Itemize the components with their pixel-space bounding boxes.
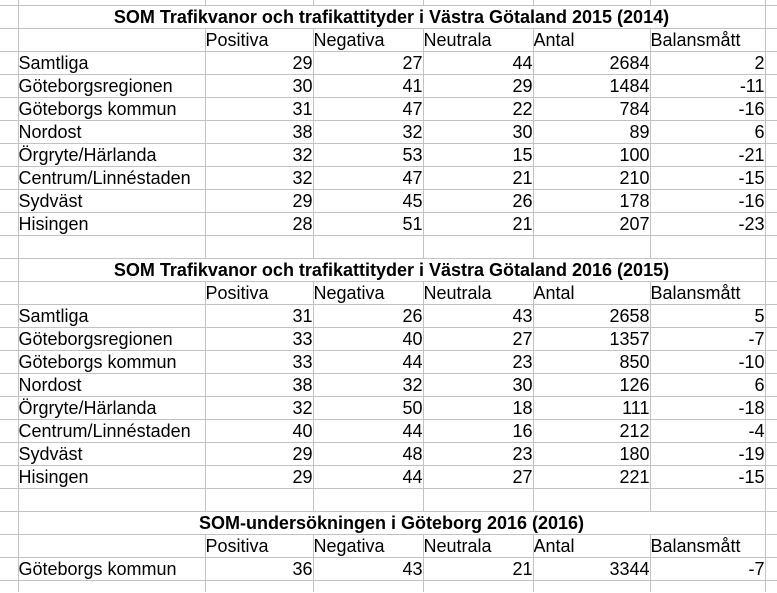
data-cell[interactable]: 38 xyxy=(205,121,313,144)
empty-cell[interactable] xyxy=(423,489,533,512)
data-cell[interactable]: 784 xyxy=(533,98,650,121)
empty-cell[interactable] xyxy=(765,558,777,581)
column-header[interactable]: Negativa xyxy=(313,29,423,52)
row-label[interactable]: Göteborgs kommun xyxy=(18,351,205,374)
sheet-row xyxy=(0,236,777,259)
empty-cell[interactable] xyxy=(0,443,18,466)
data-cell[interactable]: 180 xyxy=(533,443,650,466)
data-cell[interactable]: 27 xyxy=(423,328,533,351)
empty-cell[interactable] xyxy=(313,236,423,259)
data-cell[interactable]: 31 xyxy=(205,98,313,121)
sheet-row xyxy=(0,328,777,351)
empty-cell[interactable] xyxy=(765,167,777,190)
column-header[interactable]: Antal xyxy=(533,29,650,52)
data-cell[interactable]: 28 xyxy=(205,213,313,236)
data-cell[interactable]: -16 xyxy=(650,190,765,213)
sheet-row xyxy=(0,512,777,535)
data-cell[interactable]: 26 xyxy=(423,190,533,213)
empty-cell[interactable] xyxy=(18,535,205,558)
empty-cell[interactable] xyxy=(0,420,18,443)
empty-cell[interactable] xyxy=(18,282,205,305)
column-header[interactable]: Negativa xyxy=(313,282,423,305)
data-cell[interactable]: -11 xyxy=(650,75,765,98)
data-cell[interactable]: 40 xyxy=(205,420,313,443)
column-header[interactable]: Negativa xyxy=(313,535,423,558)
empty-cell[interactable] xyxy=(765,6,777,29)
empty-cell[interactable] xyxy=(765,75,777,98)
data-cell[interactable]: 32 xyxy=(205,167,313,190)
empty-cell[interactable] xyxy=(0,121,18,144)
empty-cell[interactable] xyxy=(765,328,777,351)
data-cell[interactable]: 6 xyxy=(650,121,765,144)
row-label[interactable]: Samtliga xyxy=(18,305,205,328)
sheet-row xyxy=(0,29,777,52)
empty-cell[interactable] xyxy=(18,236,205,259)
empty-cell[interactable] xyxy=(0,282,18,305)
column-header[interactable]: Neutrala xyxy=(423,29,533,52)
empty-cell[interactable] xyxy=(650,489,765,512)
data-cell[interactable]: 27 xyxy=(313,52,423,75)
column-header[interactable]: Antal xyxy=(533,282,650,305)
data-cell[interactable]: 32 xyxy=(205,397,313,420)
empty-cell[interactable] xyxy=(0,558,18,581)
empty-cell[interactable] xyxy=(765,144,777,167)
empty-cell[interactable] xyxy=(765,52,777,75)
data-cell[interactable]: 21 xyxy=(423,167,533,190)
data-cell[interactable]: 212 xyxy=(533,420,650,443)
row-label[interactable]: Hisingen xyxy=(18,466,205,489)
sheet-row xyxy=(0,443,777,466)
row-label[interactable]: Göteborgs kommun xyxy=(18,558,205,581)
data-cell[interactable]: 207 xyxy=(533,213,650,236)
data-cell[interactable]: 44 xyxy=(313,420,423,443)
column-header[interactable]: Antal xyxy=(533,535,650,558)
data-cell[interactable]: -7 xyxy=(650,328,765,351)
sheet-row xyxy=(0,558,777,581)
sheet-row xyxy=(0,121,777,144)
empty-cell[interactable] xyxy=(533,489,650,512)
data-cell[interactable]: 29 xyxy=(205,466,313,489)
data-cell[interactable]: 21 xyxy=(423,558,533,581)
data-cell[interactable]: 45 xyxy=(313,190,423,213)
data-cell[interactable]: 18 xyxy=(423,397,533,420)
data-cell[interactable]: 41 xyxy=(313,75,423,98)
data-cell[interactable]: 44 xyxy=(313,351,423,374)
empty-cell[interactable] xyxy=(765,121,777,144)
data-cell[interactable]: 47 xyxy=(313,167,423,190)
empty-cell[interactable] xyxy=(423,236,533,259)
data-cell[interactable]: 53 xyxy=(313,144,423,167)
row-label[interactable]: Nordost xyxy=(18,374,205,397)
data-cell[interactable]: 31 xyxy=(205,305,313,328)
row-label[interactable]: Sydväst xyxy=(18,190,205,213)
empty-cell[interactable] xyxy=(313,581,423,593)
data-cell[interactable]: 43 xyxy=(313,558,423,581)
empty-cell[interactable] xyxy=(765,489,777,512)
data-cell[interactable]: 44 xyxy=(313,466,423,489)
empty-cell[interactable] xyxy=(0,190,18,213)
sheet-row xyxy=(0,420,777,443)
empty-cell[interactable] xyxy=(765,236,777,259)
column-header[interactable]: Positiva xyxy=(205,29,313,52)
empty-cell[interactable] xyxy=(0,397,18,420)
empty-cell[interactable] xyxy=(205,489,313,512)
data-cell[interactable]: 2658 xyxy=(533,305,650,328)
table-title: SOM Trafikvanor och trafikattityder i Västra Götaland 2015 (2014) xyxy=(18,6,765,29)
data-cell[interactable]: 23 xyxy=(423,443,533,466)
column-header[interactable]: Neutrala xyxy=(423,535,533,558)
row-label[interactable]: Nordost xyxy=(18,121,205,144)
data-cell[interactable]: 30 xyxy=(205,75,313,98)
data-cell[interactable]: 850 xyxy=(533,351,650,374)
row-label[interactable]: Centrum/Linnéstaden xyxy=(18,420,205,443)
empty-cell[interactable] xyxy=(765,420,777,443)
row-label[interactable]: Örgryte/Härlanda xyxy=(18,144,205,167)
data-cell[interactable]: 1484 xyxy=(533,75,650,98)
data-cell[interactable]: 29 xyxy=(205,52,313,75)
data-cell[interactable]: 6 xyxy=(650,374,765,397)
empty-cell[interactable] xyxy=(0,581,18,593)
data-cell[interactable]: 178 xyxy=(533,190,650,213)
empty-cell[interactable] xyxy=(650,236,765,259)
data-cell[interactable]: -15 xyxy=(650,466,765,489)
data-cell[interactable]: -21 xyxy=(650,144,765,167)
empty-cell[interactable] xyxy=(423,581,533,593)
data-cell[interactable]: 33 xyxy=(205,328,313,351)
sheet-row xyxy=(0,190,777,213)
sheet-row xyxy=(0,259,777,282)
empty-cell[interactable] xyxy=(765,443,777,466)
empty-cell[interactable] xyxy=(0,512,18,535)
empty-cell[interactable] xyxy=(0,29,18,52)
sheet-row xyxy=(0,466,777,489)
sheet-row xyxy=(0,144,777,167)
empty-cell[interactable] xyxy=(18,581,205,593)
data-cell[interactable]: 21 xyxy=(423,213,533,236)
empty-cell[interactable] xyxy=(765,213,777,236)
empty-cell[interactable] xyxy=(765,581,777,593)
data-cell[interactable]: -15 xyxy=(650,167,765,190)
column-header[interactable]: Balansmått xyxy=(650,29,765,52)
sheet-row xyxy=(0,167,777,190)
data-cell[interactable]: 36 xyxy=(205,558,313,581)
data-cell[interactable]: 126 xyxy=(533,374,650,397)
empty-cell[interactable] xyxy=(0,6,18,29)
empty-cell[interactable] xyxy=(0,52,18,75)
empty-cell[interactable] xyxy=(765,466,777,489)
empty-cell[interactable] xyxy=(650,581,765,593)
empty-cell[interactable] xyxy=(0,144,18,167)
data-cell[interactable]: 40 xyxy=(313,328,423,351)
data-cell[interactable]: 29 xyxy=(423,75,533,98)
empty-cell[interactable] xyxy=(0,489,18,512)
data-cell[interactable]: -18 xyxy=(650,397,765,420)
empty-cell[interactable] xyxy=(0,466,18,489)
data-cell[interactable]: 89 xyxy=(533,121,650,144)
empty-cell[interactable] xyxy=(765,397,777,420)
table-title: SOM-undersökningen i Göteborg 2016 (2016) xyxy=(18,512,765,535)
data-cell[interactable]: 32 xyxy=(313,121,423,144)
sheet-row xyxy=(0,213,777,236)
row-label[interactable]: Centrum/Linnéstaden xyxy=(18,167,205,190)
empty-cell[interactable] xyxy=(765,282,777,305)
empty-cell[interactable] xyxy=(0,328,18,351)
empty-cell[interactable] xyxy=(0,98,18,121)
data-cell[interactable]: 32 xyxy=(205,144,313,167)
data-cell[interactable]: 29 xyxy=(205,190,313,213)
column-header[interactable]: Positiva xyxy=(205,535,313,558)
empty-cell[interactable] xyxy=(0,374,18,397)
empty-cell[interactable] xyxy=(765,190,777,213)
data-cell[interactable]: 5 xyxy=(650,305,765,328)
empty-cell[interactable] xyxy=(0,535,18,558)
data-cell[interactable]: 3344 xyxy=(533,558,650,581)
column-header[interactable]: Balansmått xyxy=(650,535,765,558)
empty-cell[interactable] xyxy=(765,374,777,397)
data-cell[interactable]: 38 xyxy=(205,374,313,397)
data-cell[interactable]: 1357 xyxy=(533,328,650,351)
empty-cell[interactable] xyxy=(0,305,18,328)
empty-cell[interactable] xyxy=(18,489,205,512)
data-cell[interactable]: 50 xyxy=(313,397,423,420)
empty-cell[interactable] xyxy=(765,305,777,328)
data-cell[interactable]: 2684 xyxy=(533,52,650,75)
row-label[interactable]: Göteborgsregionen xyxy=(18,328,205,351)
data-cell[interactable]: 22 xyxy=(423,98,533,121)
empty-cell[interactable] xyxy=(0,236,18,259)
sheet-row xyxy=(0,6,777,29)
data-cell[interactable]: -7 xyxy=(650,558,765,581)
row-label[interactable]: Göteborgs kommun xyxy=(18,98,205,121)
sheet-row xyxy=(0,397,777,420)
empty-cell[interactable] xyxy=(765,512,777,535)
column-header[interactable]: Balansmått xyxy=(650,282,765,305)
empty-cell[interactable] xyxy=(765,29,777,52)
empty-cell[interactable] xyxy=(18,29,205,52)
data-cell[interactable]: 30 xyxy=(423,374,533,397)
data-cell[interactable]: 15 xyxy=(423,144,533,167)
empty-cell[interactable] xyxy=(765,535,777,558)
empty-cell[interactable] xyxy=(0,259,18,282)
empty-cell[interactable] xyxy=(313,489,423,512)
sheet-row xyxy=(0,305,777,328)
data-cell[interactable]: 221 xyxy=(533,466,650,489)
column-header[interactable]: Positiva xyxy=(205,282,313,305)
empty-cell[interactable] xyxy=(533,236,650,259)
data-cell[interactable]: 2 xyxy=(650,52,765,75)
data-cell[interactable]: 111 xyxy=(533,397,650,420)
sheet-row xyxy=(0,581,777,593)
data-cell[interactable]: 33 xyxy=(205,351,313,374)
sheet-row xyxy=(0,75,777,98)
table-title: SOM Trafikvanor och trafikattityder i Västra Götaland 2016 (2015) xyxy=(18,259,765,282)
empty-cell[interactable] xyxy=(533,581,650,593)
data-cell[interactable]: 16 xyxy=(423,420,533,443)
data-cell[interactable]: 210 xyxy=(533,167,650,190)
sheet-row xyxy=(0,374,777,397)
empty-cell[interactable] xyxy=(765,259,777,282)
row-label[interactable]: Göteborgsregionen xyxy=(18,75,205,98)
row-label[interactable]: Hisingen xyxy=(18,213,205,236)
sheet-row xyxy=(0,351,777,374)
data-cell[interactable]: -10 xyxy=(650,351,765,374)
empty-cell[interactable] xyxy=(0,75,18,98)
sheet-row xyxy=(0,52,777,75)
data-cell[interactable]: 29 xyxy=(205,443,313,466)
row-label[interactable]: Samtliga xyxy=(18,52,205,75)
data-cell[interactable]: 27 xyxy=(423,466,533,489)
empty-cell[interactable] xyxy=(765,351,777,374)
data-cell[interactable]: 48 xyxy=(313,443,423,466)
data-cell[interactable]: -23 xyxy=(650,213,765,236)
data-cell[interactable]: 30 xyxy=(423,121,533,144)
sheet-row xyxy=(0,535,777,558)
data-cell[interactable]: 47 xyxy=(313,98,423,121)
sheet-row xyxy=(0,282,777,305)
data-cell[interactable]: 100 xyxy=(533,144,650,167)
data-cell[interactable]: -19 xyxy=(650,443,765,466)
data-cell[interactable]: 44 xyxy=(423,52,533,75)
sheet-row xyxy=(0,98,777,121)
empty-cell[interactable] xyxy=(205,236,313,259)
data-cell[interactable]: -4 xyxy=(650,420,765,443)
data-cell[interactable]: 32 xyxy=(313,374,423,397)
empty-cell[interactable] xyxy=(205,581,313,593)
data-cell[interactable]: 23 xyxy=(423,351,533,374)
data-cell[interactable]: 26 xyxy=(313,305,423,328)
data-cell[interactable]: 43 xyxy=(423,305,533,328)
row-label[interactable]: Örgryte/Härlanda xyxy=(18,397,205,420)
sheet-row xyxy=(0,489,777,512)
empty-cell[interactable] xyxy=(0,351,18,374)
row-label[interactable]: Sydväst xyxy=(18,443,205,466)
empty-cell[interactable] xyxy=(0,213,18,236)
empty-cell[interactable] xyxy=(0,167,18,190)
data-cell[interactable]: 51 xyxy=(313,213,423,236)
column-header[interactable]: Neutrala xyxy=(423,282,533,305)
empty-cell[interactable] xyxy=(765,98,777,121)
data-cell[interactable]: -16 xyxy=(650,98,765,121)
